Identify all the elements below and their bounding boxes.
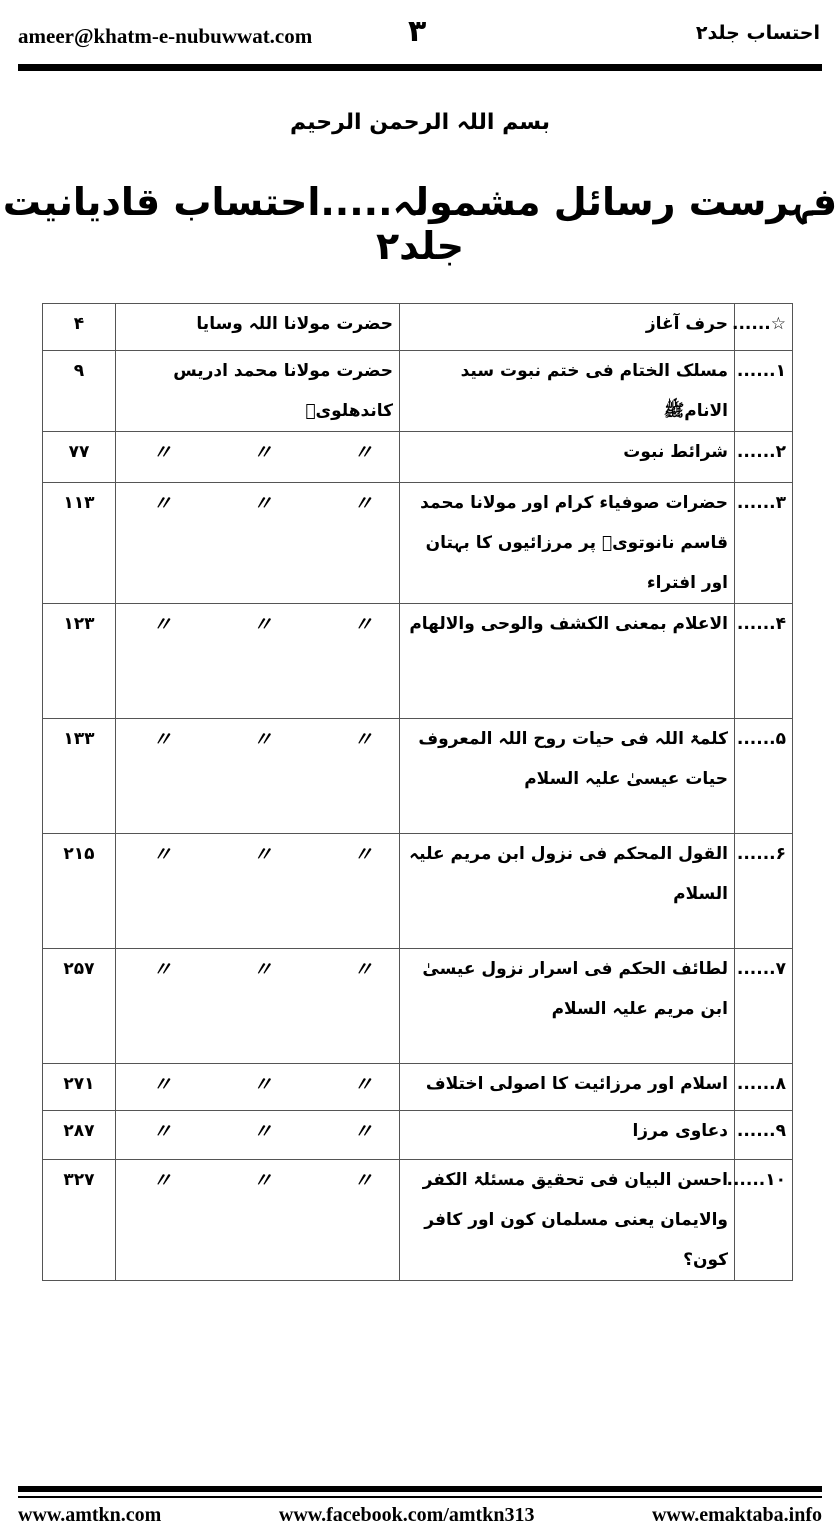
table-row bbox=[43, 1064, 793, 1111]
entry-page: ۳۲۷ bbox=[43, 1160, 116, 1281]
entry-author bbox=[116, 604, 400, 719]
ditto-marks bbox=[122, 719, 393, 759]
entry-number: ۱۰...... bbox=[735, 1160, 793, 1281]
ditto-mark: 〃 bbox=[252, 1072, 273, 1096]
ditto-mark: 〃 bbox=[353, 727, 373, 751]
entry-title: کلمۃ اللہ فی حیات روح اللہ المعروف حیات عیسیٰ علیہ السلام bbox=[400, 719, 735, 834]
entry-author: حضرت مولانا اللہ وسایا bbox=[116, 304, 400, 351]
entry-title: القول المحکم فی نزول ابن مریم علیہ السلام bbox=[400, 834, 735, 949]
entry-author: حضرت مولانا محمد ادریس کاندھلویؒ bbox=[116, 351, 400, 432]
ditto-mark: 〃 bbox=[152, 727, 172, 751]
table-row bbox=[43, 351, 793, 432]
table-row bbox=[43, 604, 793, 719]
ditto-mark: 〃 bbox=[152, 1119, 172, 1143]
footer-rule-thin bbox=[18, 1496, 822, 1498]
ditto-mark: 〃 bbox=[152, 957, 172, 981]
entry-author bbox=[116, 719, 400, 834]
entry-page: ۱۲۳ bbox=[43, 604, 116, 719]
ditto-mark: 〃 bbox=[252, 612, 273, 636]
table-row bbox=[43, 1111, 793, 1160]
ditto-mark: 〃 bbox=[252, 1168, 273, 1192]
ditto-mark: 〃 bbox=[353, 957, 373, 981]
page-title: فہرست رسائل مشمولہ.....احتساب قادیانیت جلد۲ bbox=[2, 180, 838, 268]
table-row bbox=[43, 949, 793, 1064]
entry-page: ۷۷ bbox=[43, 432, 116, 483]
footer-link-amtkn[interactable]: www.amtkn.com bbox=[18, 1504, 162, 1526]
entry-page: ۲۱۵ bbox=[43, 834, 116, 949]
ditto-mark: 〃 bbox=[152, 1072, 172, 1096]
entry-number: ☆...... bbox=[735, 304, 793, 351]
basmala: بسم اللہ الرحمن الرحیم bbox=[289, 110, 550, 135]
entry-title: مسلک الختام فی ختم نبوت سید الانامﷺ bbox=[400, 351, 735, 432]
ditto-mark: 〃 bbox=[353, 1168, 373, 1192]
entry-number: ۶...... bbox=[735, 834, 793, 949]
entry-page: ۱۱۳ bbox=[43, 483, 116, 604]
entry-page: ۲۸۷ bbox=[43, 1111, 116, 1160]
page-header bbox=[0, 0, 840, 70]
footer-link-facebook[interactable]: www.facebook.com/amtkn313 bbox=[278, 1504, 535, 1526]
ditto-marks bbox=[122, 1111, 393, 1151]
header-email: ameer@khatm-e-nubuwwat.com bbox=[18, 24, 313, 48]
entry-title: اسلام اور مرزائیت کا اصولی اختلاف bbox=[400, 1064, 735, 1111]
ditto-mark: 〃 bbox=[353, 1119, 373, 1143]
entry-page: ۹ bbox=[43, 351, 116, 432]
contents-table bbox=[42, 303, 793, 1281]
ditto-mark: 〃 bbox=[353, 612, 373, 636]
header-rule bbox=[18, 64, 822, 71]
table-row bbox=[43, 834, 793, 949]
entry-number: ۵...... bbox=[735, 719, 793, 834]
footer-links bbox=[18, 1504, 822, 1527]
entry-number: ۲...... bbox=[735, 432, 793, 483]
ditto-marks bbox=[122, 483, 393, 523]
footer-rule bbox=[18, 1486, 822, 1492]
page-number: ۳ bbox=[408, 14, 427, 49]
ditto-marks bbox=[122, 1064, 393, 1104]
ditto-mark: 〃 bbox=[152, 491, 172, 515]
ditto-mark: 〃 bbox=[152, 440, 172, 464]
entry-number: ۴...... bbox=[735, 604, 793, 719]
entry-title: دعاوی مرزا bbox=[400, 1111, 735, 1160]
ditto-marks bbox=[122, 834, 393, 874]
entry-title: حرف آغاز bbox=[400, 304, 735, 351]
table-row bbox=[43, 304, 793, 351]
entry-author bbox=[116, 1064, 400, 1111]
entry-author bbox=[116, 1111, 400, 1160]
ditto-mark: 〃 bbox=[252, 491, 273, 515]
table-row bbox=[43, 432, 793, 483]
entry-page: ۱۳۳ bbox=[43, 719, 116, 834]
entry-number: ۹...... bbox=[735, 1111, 793, 1160]
ditto-marks bbox=[122, 604, 393, 644]
entry-author bbox=[116, 483, 400, 604]
table-row bbox=[43, 719, 793, 834]
entry-author bbox=[116, 949, 400, 1064]
table-row bbox=[43, 483, 793, 604]
entry-number: ۱...... bbox=[735, 351, 793, 432]
entry-author bbox=[116, 1160, 400, 1281]
entry-title: الاعلام بمعنی الکشف والوحی والالھام bbox=[400, 604, 735, 719]
entry-title: احسن البیان فی تحقیق مسئلۃ الکفر والایمان یعنی مسلمان کون اور کافر کون؟ bbox=[400, 1160, 735, 1281]
ditto-marks bbox=[122, 949, 393, 989]
entry-title: حضرات صوفیاء کرام اور مولانا محمد قاسم نانوتویؒ پر مرزائیوں کا بہتان اور افتراء bbox=[400, 483, 735, 604]
ditto-mark: 〃 bbox=[252, 1119, 273, 1143]
ditto-mark: 〃 bbox=[252, 957, 273, 981]
book-name: احتساب جلد۲ bbox=[695, 22, 820, 44]
ditto-mark: 〃 bbox=[353, 842, 373, 866]
entry-number: ۷...... bbox=[735, 949, 793, 1064]
entry-number: ۸...... bbox=[735, 1064, 793, 1111]
ditto-mark: 〃 bbox=[252, 842, 273, 866]
ditto-mark: 〃 bbox=[353, 1072, 373, 1096]
ditto-mark: 〃 bbox=[252, 727, 273, 751]
entry-title: شرائط نبوت bbox=[400, 432, 735, 483]
entry-page: ۲۷۱ bbox=[43, 1064, 116, 1111]
ditto-marks bbox=[122, 1160, 393, 1200]
entry-number: ۳...... bbox=[735, 483, 793, 604]
page-footer bbox=[0, 1484, 840, 1540]
ditto-mark: 〃 bbox=[252, 440, 273, 464]
entry-page: ۴ bbox=[43, 304, 116, 351]
footer-link-emaktaba[interactable]: www.emaktaba.info bbox=[651, 1504, 822, 1526]
table-row bbox=[43, 1160, 793, 1281]
ditto-mark: 〃 bbox=[152, 1168, 172, 1192]
ditto-marks bbox=[122, 432, 393, 472]
ditto-mark: 〃 bbox=[353, 491, 373, 515]
ditto-mark: 〃 bbox=[152, 842, 172, 866]
entry-author bbox=[116, 432, 400, 483]
entry-title: لطائف الحکم فی اسرار نزول عیسیٰ ابن مریم علیہ السلام bbox=[400, 949, 735, 1064]
entry-page: ۲۵۷ bbox=[43, 949, 116, 1064]
entry-author bbox=[116, 834, 400, 949]
ditto-mark: 〃 bbox=[353, 440, 373, 464]
ditto-mark: 〃 bbox=[152, 612, 172, 636]
